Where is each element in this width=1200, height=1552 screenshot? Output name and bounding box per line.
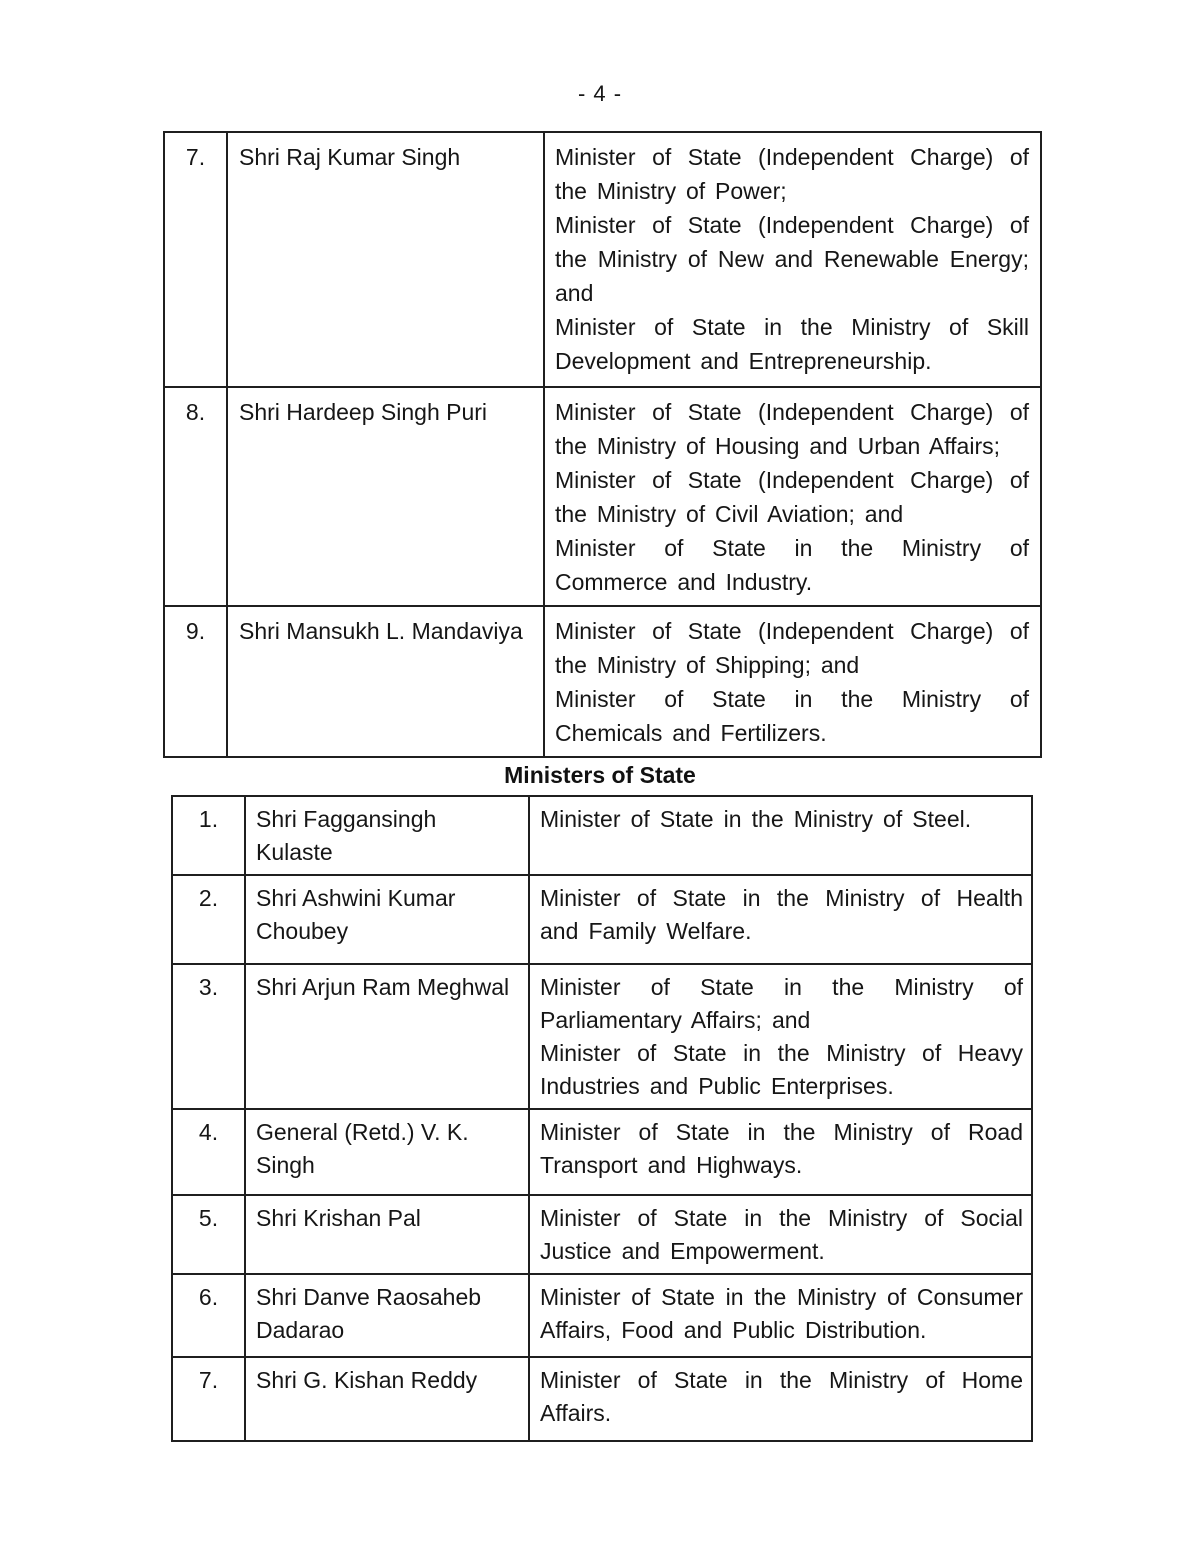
portfolio-clause: Minister of State in the Ministry of Steel.	[540, 806, 972, 832]
portfolio-clause: Minister of State in the Ministry of Commerce and Industry.	[555, 535, 1029, 595]
table-row	[164, 132, 1041, 387]
serial-number-cell: 4.	[172, 1109, 245, 1195]
table-row	[164, 387, 1041, 606]
minister-name-line: Shri Danve Raosaheb	[256, 1284, 482, 1310]
portfolio-clause: Minister of State (Independent Charge) of the Ministry of Shipping; and	[555, 618, 1029, 678]
serial-number-cell: 3.	[172, 964, 245, 1109]
portfolio-cell	[544, 606, 1041, 757]
portfolio-clause: Minister of State in the Ministry of Social Justice and Empowerment.	[540, 1205, 1023, 1264]
minister-name-cell	[245, 875, 529, 964]
serial-number-cell: 1.	[172, 796, 245, 875]
portfolio-cell	[529, 796, 1032, 875]
section-heading: Ministers of State	[504, 762, 696, 788]
serial-number-cell: 7.	[164, 132, 227, 387]
portfolio-clause: Minister of State in the Ministry of Consumer Affairs, Food and Public Distribution.	[540, 1284, 1023, 1343]
portfolio-cell	[529, 1274, 1032, 1357]
serial-number-cell: 9.	[164, 606, 227, 757]
portfolio-clause: Minister of State (Independent Charge) of the Ministry of Housing and Urban Affairs;	[555, 399, 1029, 459]
table-row	[172, 1195, 1032, 1274]
portfolio-cell	[529, 1109, 1032, 1195]
minister-name-cell: Shri Raj Kumar Singh	[227, 132, 544, 387]
table-row	[172, 796, 1032, 875]
portfolio-clause: Minister of State in the Ministry of Chemicals and Fertilizers.	[555, 686, 1029, 746]
minister-name-line: Shri G. Kishan Reddy	[256, 1367, 478, 1393]
portfolio-clause: Minister of State (Independent Charge) of the Ministry of New and Renewable Energy; and	[555, 212, 1029, 306]
minister-name-cell: Shri Hardeep Singh Puri	[227, 387, 544, 606]
serial-number-cell: 7.	[172, 1357, 245, 1441]
minister-name-line: Shri Krishan Pal	[256, 1205, 421, 1231]
portfolio-clause: Minister of State in the Ministry of Home Affairs.	[540, 1367, 1023, 1426]
ministers-of-state-table	[171, 795, 1033, 1442]
minister-name-cell	[245, 964, 529, 1109]
table-row	[172, 875, 1032, 964]
portfolio-clause: Minister of State in the Ministry of Skill Development and Entrepreneurship.	[555, 314, 1029, 374]
table-row	[172, 964, 1032, 1109]
portfolio-cell	[529, 964, 1032, 1109]
portfolio-clause: Minister of State in the Ministry of Road Transport and Highways.	[540, 1119, 1023, 1178]
portfolio-cell	[529, 1195, 1032, 1274]
serial-number-cell: 2.	[172, 875, 245, 964]
minister-name-cell: Shri Mansukh L. Mandaviya	[227, 606, 544, 757]
table-row	[172, 1274, 1032, 1357]
minister-name-line: Dadarao	[256, 1317, 345, 1343]
portfolio-cell	[544, 387, 1041, 606]
portfolio-cell	[529, 1357, 1032, 1441]
minister-name-line: Singh	[256, 1152, 315, 1178]
portfolio-clause: Minister of State in the Ministry of Heavy Industries and Public Enterprises.	[540, 1040, 1023, 1099]
minister-name-line: Shri Arjun Ram Meghwal	[256, 974, 510, 1000]
portfolio-cell	[529, 875, 1032, 964]
minister-name-cell	[245, 1195, 529, 1274]
table-row	[172, 1109, 1032, 1195]
table-row	[164, 606, 1041, 757]
minister-name-cell	[245, 1357, 529, 1441]
portfolio-clause: Minister of State (Independent Charge) of the Ministry of Power;	[555, 144, 1029, 204]
portfolio-clause: Minister of State in the Ministry of Parliamentary Affairs; and	[540, 974, 1023, 1033]
minister-name-line: General (Retd.) V. K.	[256, 1119, 469, 1145]
minister-name-line: Kulaste	[256, 839, 333, 865]
minister-name-cell	[245, 1274, 529, 1357]
minister-name-line: Shri Ashwini Kumar	[256, 885, 456, 911]
serial-number-cell: 8.	[164, 387, 227, 606]
serial-number-cell: 6.	[172, 1274, 245, 1357]
serial-number-cell: 5.	[172, 1195, 245, 1274]
minister-name-cell	[245, 796, 529, 875]
portfolio-clause: Minister of State in the Ministry of Health and Family Welfare.	[540, 885, 1023, 944]
minister-name-line: Shri Faggansingh	[256, 806, 437, 832]
table-row	[172, 1357, 1032, 1441]
independent-charge-table	[163, 131, 1042, 758]
minister-name-line: Choubey	[256, 918, 349, 944]
minister-name-cell	[245, 1109, 529, 1195]
portfolio-clause: Minister of State (Independent Charge) of the Ministry of Civil Aviation; and	[555, 467, 1029, 527]
page-number: - 4 -	[577, 81, 623, 106]
portfolio-cell	[544, 132, 1041, 387]
